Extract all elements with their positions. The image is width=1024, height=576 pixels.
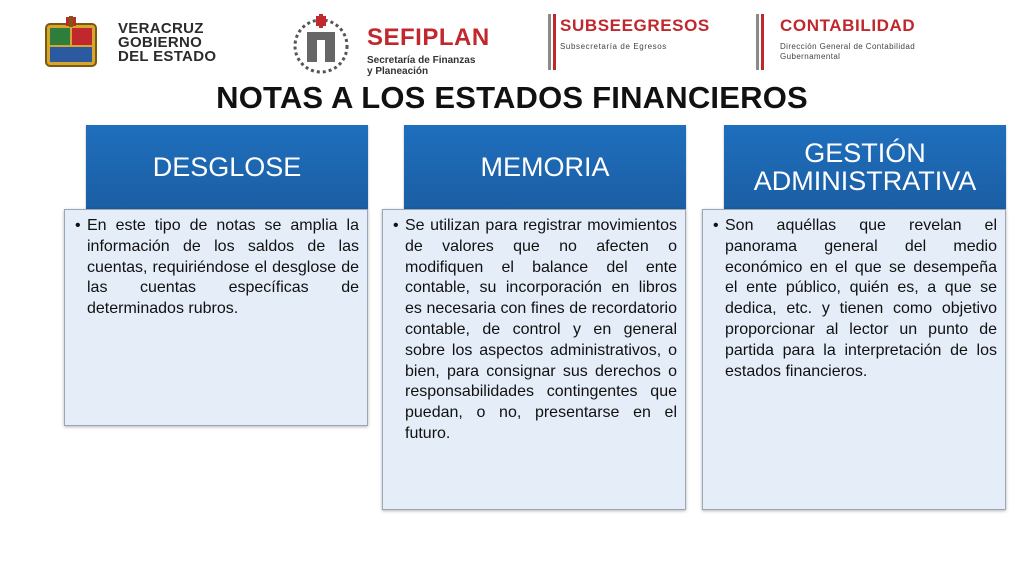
column-memoria (393, 125, 686, 442)
veracruz-shield-icon (40, 16, 110, 72)
contabilidad-logo (780, 16, 1010, 66)
subsegresos-logo (560, 16, 760, 66)
contabilidad-sub1: Dirección General de Contabilidad (780, 42, 916, 51)
logo-bar (0, 0, 1024, 82)
column-body-box (702, 209, 1006, 510)
column-heading: MEMORIA (404, 125, 686, 209)
column-desglose (75, 125, 368, 318)
veracruz-line3: DEL ESTADO (118, 48, 217, 65)
veracruz-line2: GOBIERNO (118, 34, 203, 51)
bullet-icon: • (713, 217, 719, 234)
veracruz-logo (40, 16, 230, 72)
sefiplan-sub2: y Planeación (367, 66, 429, 77)
column-heading: DESGLOSE (86, 125, 368, 209)
sefiplan-logo (285, 12, 545, 76)
bullet-icon: • (393, 217, 399, 234)
subsegresos-sub: Subsecretaría de Egresos (560, 42, 667, 51)
column-body-text: Se utilizan para registrar movimientos de valores que no afecten o modifiquen el balance del ente contable, su incorporación en libros es necesaria con fines de recordatorio contable, de control y en general sobre los aspectos administrativos, o bien, para consignar sus derechos o responsabilidades contingentes que puedan, o no, presentarse en el futuro. (405, 217, 677, 442)
column-body-box (382, 209, 686, 510)
sefiplan-title: SEFIPLAN (367, 24, 490, 51)
contabilidad-title: CONTABILIDAD (780, 16, 916, 35)
divider-red (761, 14, 764, 70)
page-title: NOTAS A LOS ESTADOS FINANCIEROS (216, 80, 808, 115)
sefiplan-emblem-icon (285, 12, 357, 76)
column-gestion-administrativa (713, 125, 1006, 380)
divider (756, 14, 759, 70)
column-body-text: En este tipo de notas se amplia la información de los saldos de las cuentas, requiriéndose el desglose de las cuentas específicas de determinados rubros. (87, 217, 359, 318)
column-body-box (64, 209, 368, 426)
column-body-text: Son aquéllas que revelan el panorama general del medio económico en el que se desempeña el ente público, quién es, a que se dedica, etc. y tienen como objetivo proporcionar al lector un punto de partida para la interpretación de los estados financieros. (725, 217, 997, 380)
veracruz-line1: VERACRUZ (118, 20, 204, 37)
divider-red (553, 14, 556, 70)
bullet-icon: • (75, 217, 81, 234)
sefiplan-sub1: Secretaría de Finanzas (367, 55, 476, 66)
contabilidad-sub2: Gubernamental (780, 52, 841, 61)
subsegresos-title: SUBSEEGRESOS (560, 16, 710, 35)
column-heading: GESTIÓN ADMINISTRATIVA (724, 125, 1006, 209)
divider (548, 14, 551, 70)
